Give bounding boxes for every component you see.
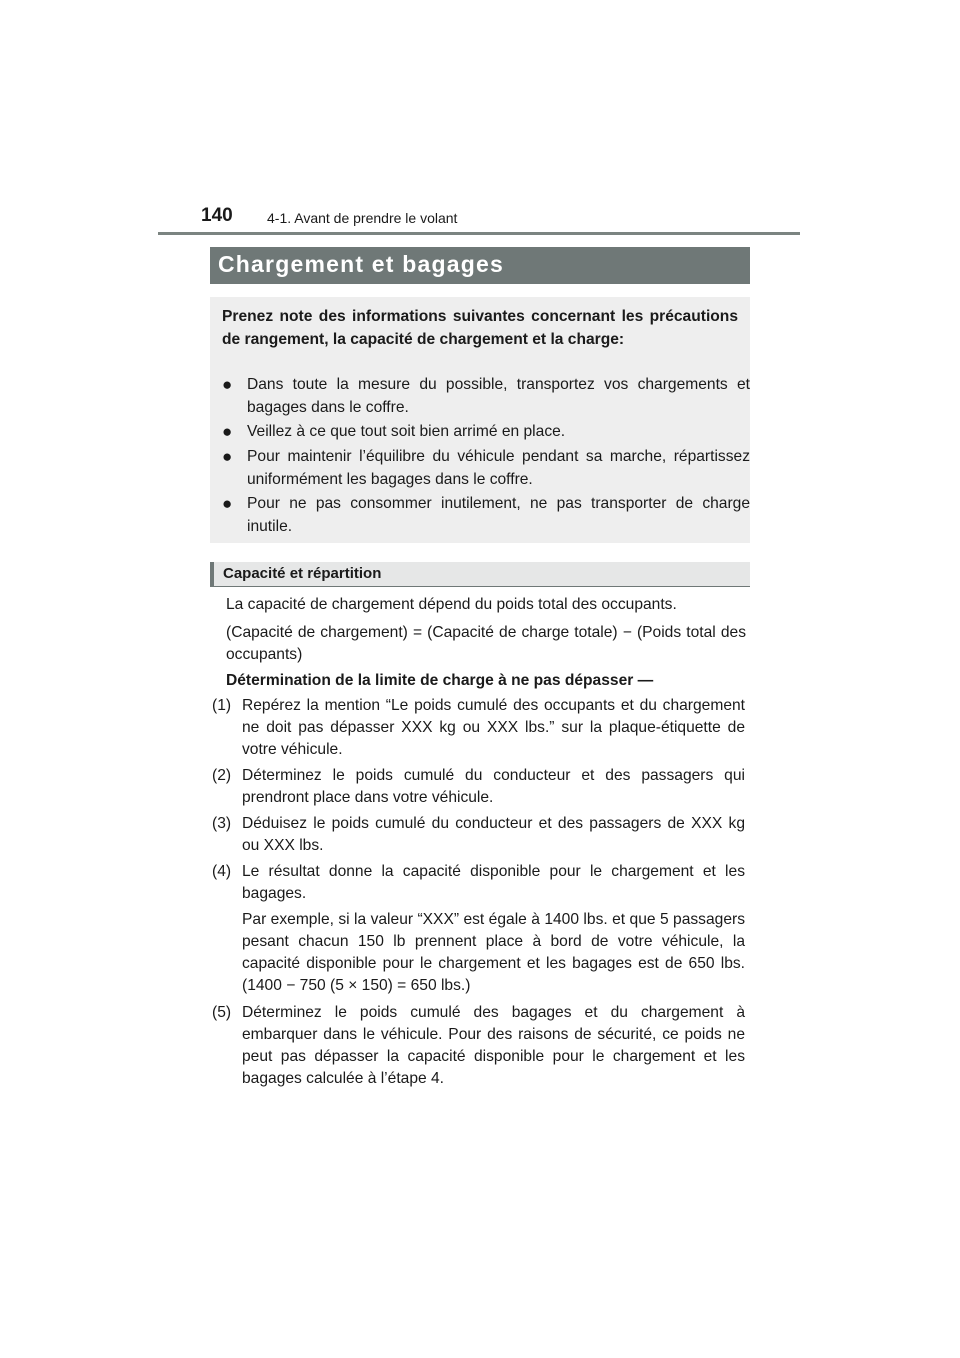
- intro-text: Prenez note des informations suivantes concernant les précautions de rangement, la capacité de chargement et la charge:: [222, 308, 738, 348]
- step-number: (1): [212, 697, 232, 714]
- page-title: Chargement et bagages: [218, 251, 504, 277]
- header-divider: [158, 232, 800, 235]
- step-number: (5): [212, 1004, 232, 1021]
- example-paragraph: Par exemple, si la valeur “XXX” est égale à 1400 lbs. et que 5 passagers pesant chacun 150 lb prennent place à bord de votre véhicule, la capacité disponible pour le chargement et les bagages est de 650 lbs. (1400 − 750 (5 × 150) = 650 lbs.): [242, 911, 745, 994]
- subsection-accent: [210, 562, 214, 587]
- step-number: (4): [212, 863, 232, 880]
- page-header: [201, 205, 761, 233]
- paragraph: La capacité de chargement dépend du poids total des occupants.: [226, 596, 677, 613]
- step-number: (2): [212, 767, 232, 784]
- bullet-icon: ●: [222, 447, 233, 466]
- step-text: Le résultat donne la capacité disponible pour le chargement et les bagages.: [242, 863, 745, 902]
- bullet-text: Veillez à ce que tout soit bien arrimé en place.: [247, 423, 566, 440]
- bullet-text: Pour maintenir l’équilibre du véhicule pendant sa marche, répartissez uniformément les bagages dans le coffre.: [247, 448, 750, 488]
- formula-paragraph: (Capacité de chargement) = (Capacité de charge totale) − (Poids total des occupants): [226, 624, 746, 663]
- bullet-text: Pour ne pas consommer inutilement, ne pas transporter de charge inutile.: [247, 495, 750, 535]
- subsection-title: Capacité et répartition: [223, 565, 382, 582]
- subsection-header: [210, 562, 750, 587]
- procedure-heading: Détermination de la limite de charge à ne pas dépasser —: [226, 672, 654, 689]
- intro-box: [210, 297, 750, 543]
- step-text: Repérez la mention “Le poids cumulé des occupants et du chargement ne doit pas dépasser XXX kg ou XXX lbs.” sur la plaque-étiquette de votre véhicule.: [242, 697, 745, 758]
- subsection-underline: [210, 586, 750, 587]
- section-label: 4-1. Avant de prendre le volant: [267, 210, 458, 226]
- title-bar: [210, 247, 750, 284]
- step-text: Déterminez le poids cumulé du conducteur et des passagers qui prendront place dans votre véhicule.: [242, 767, 745, 806]
- bullet-text: Dans toute la mesure du possible, transportez vos chargements et bagages dans le coffre.: [247, 376, 750, 416]
- step-text: Déduisez le poids cumulé du conducteur et des passagers de XXX kg ou XXX lbs.: [242, 815, 745, 854]
- step-text: Déterminez le poids cumulé des bagages et du chargement à embarquer dans le véhicule. Pour des raisons de sécurité, ce poids ne peut pas dépasser la capacité disponible pour le chargement et les bagages calculée à l’étape 4.: [242, 1004, 745, 1087]
- step-number: (3): [212, 815, 232, 832]
- bullet-icon: ●: [222, 422, 233, 441]
- bullet-icon: ●: [222, 375, 233, 394]
- bullet-icon: ●: [222, 494, 233, 513]
- page-number: 140: [201, 205, 233, 226]
